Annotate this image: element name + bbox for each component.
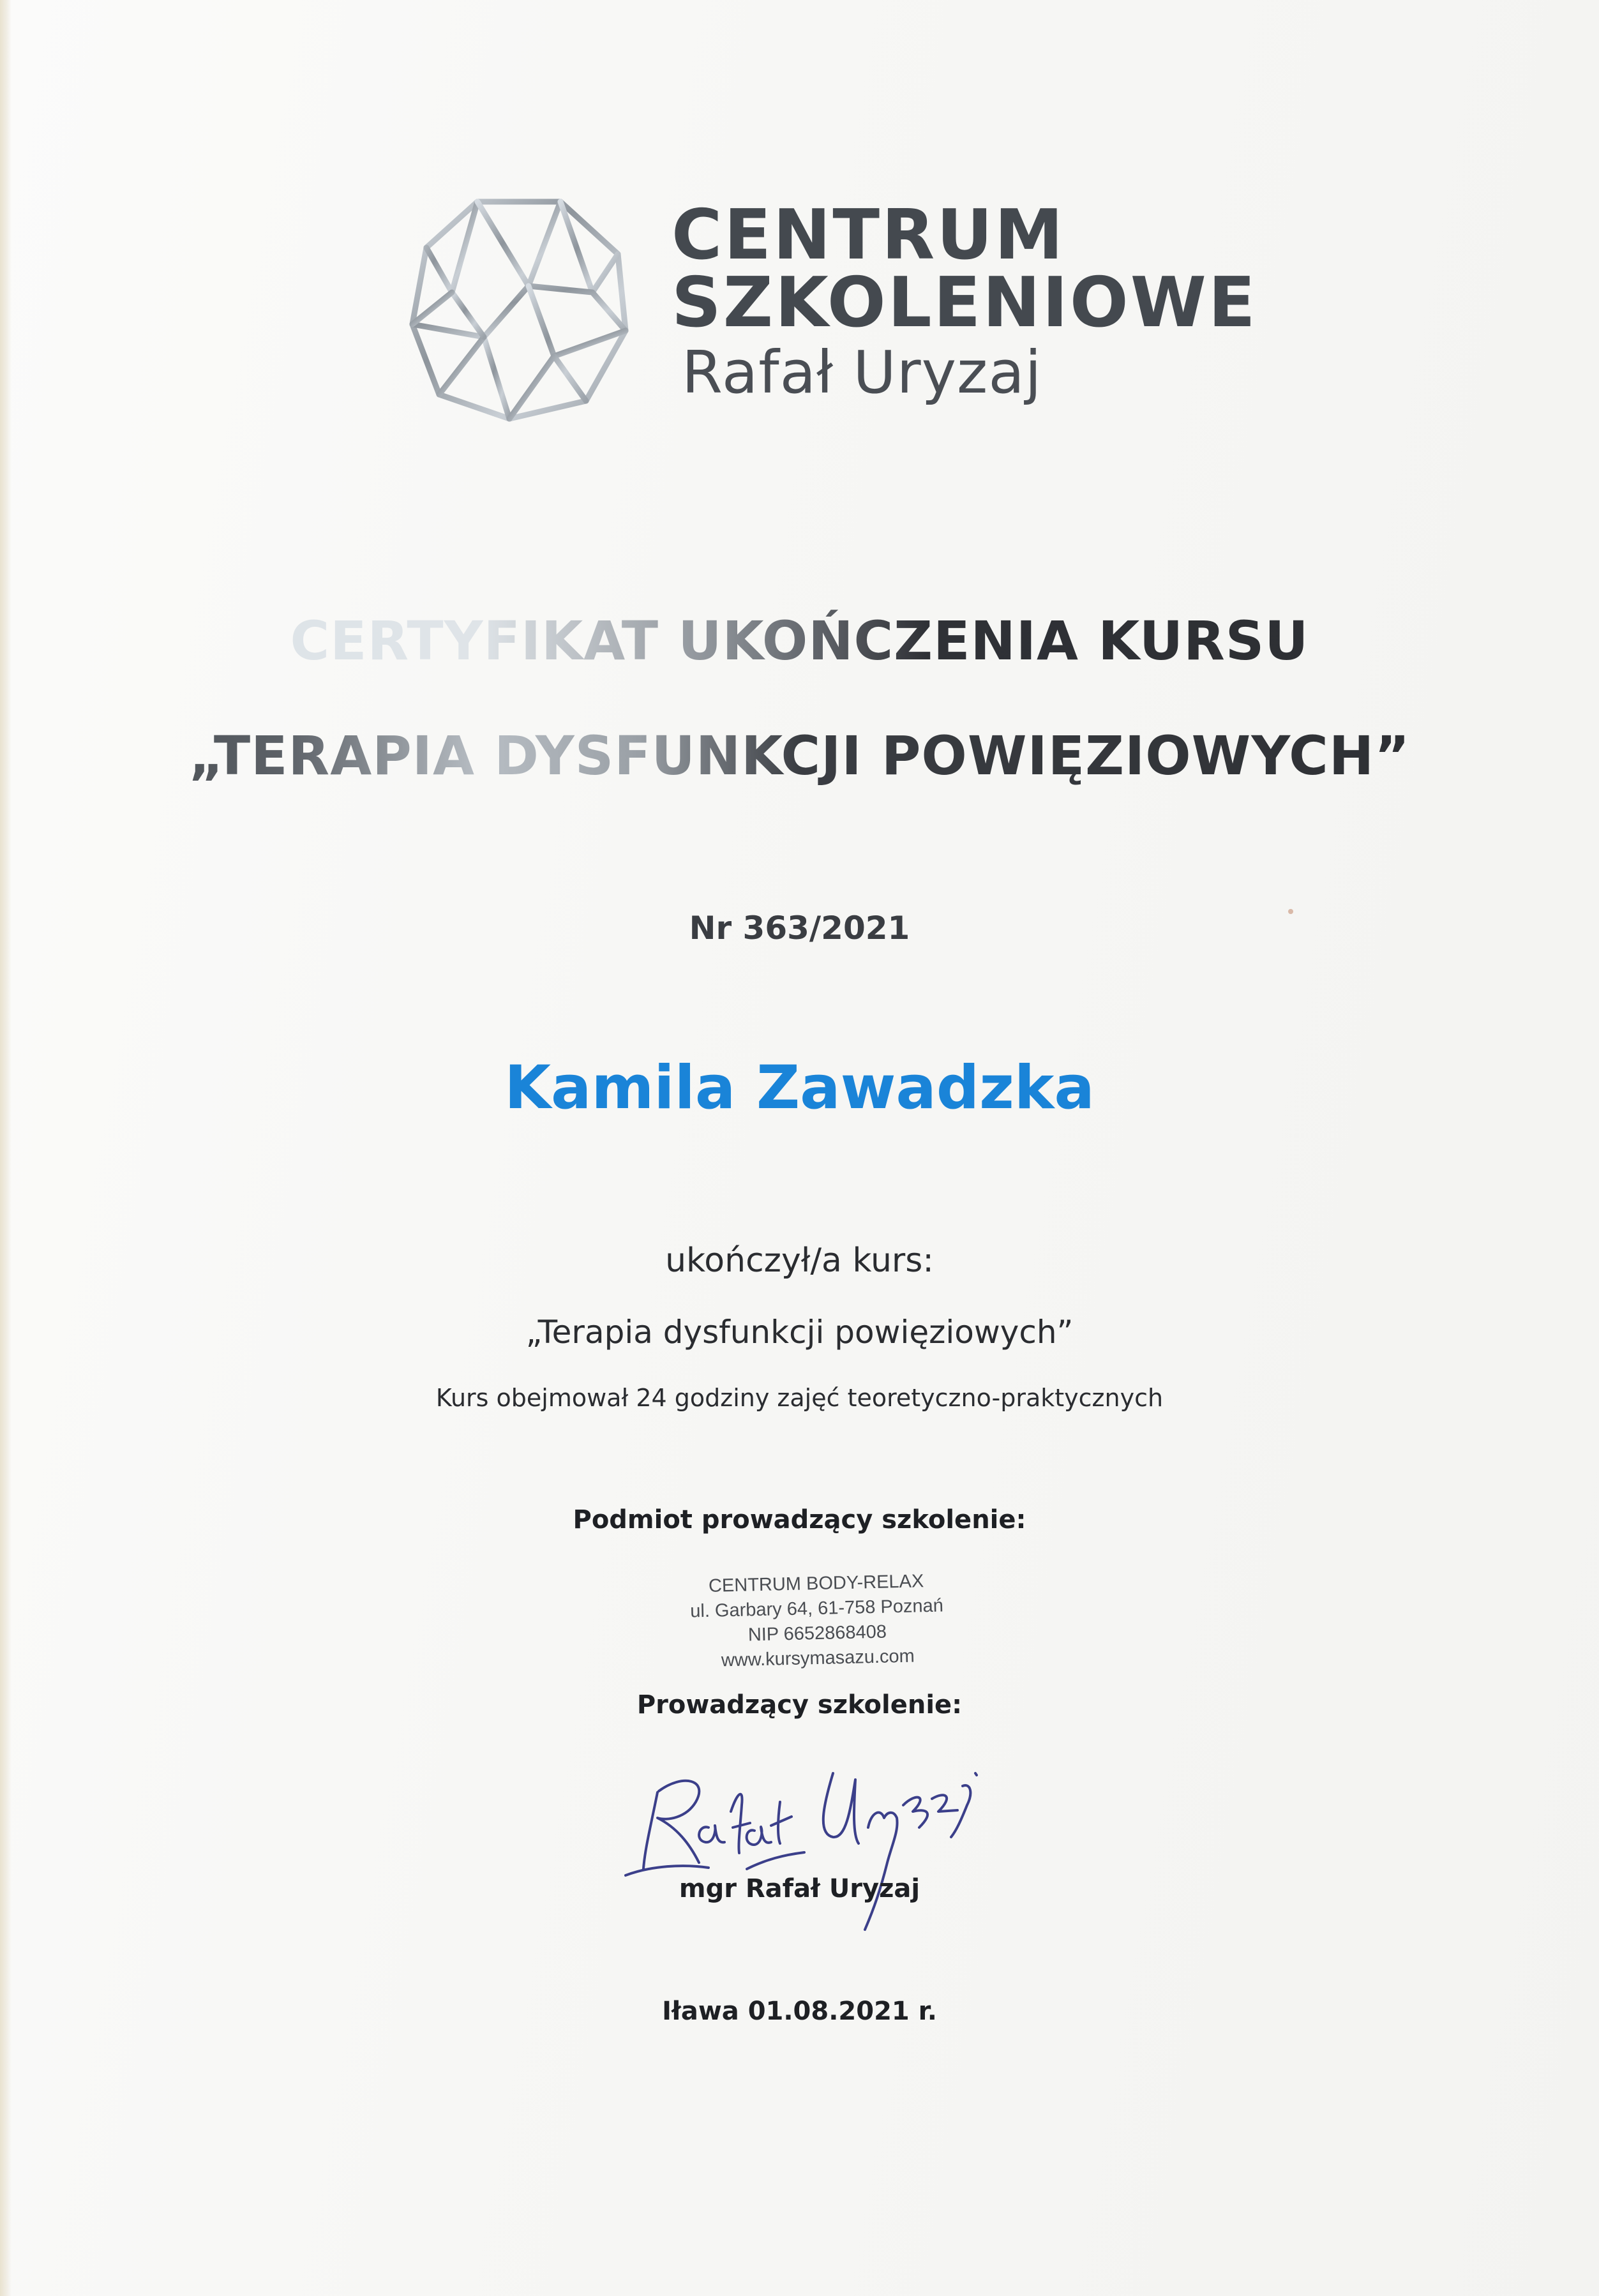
stamp-line: CENTRUM BODY-RELAX bbox=[708, 1571, 924, 1596]
trainer-name: mgr Rafał Uryzaj bbox=[679, 1874, 920, 1903]
completed-label: ukończył/a kurs: bbox=[665, 1242, 934, 1280]
place-and-date: Iława 01.08.2021 r. bbox=[662, 1997, 937, 2026]
organizer-label: Podmiot prowadzący szkolenie: bbox=[573, 1505, 1026, 1534]
brand-owner-name: Rafał Uryzaj bbox=[682, 338, 1042, 407]
trainer-label: Prowadzący szkolenie: bbox=[636, 1690, 963, 1720]
course-name: „Terapia dysfunkcji powięziowych” bbox=[525, 1314, 1074, 1351]
course-hours: Kurs obejmował 24 godziny zajęć teoretyczno-praktycznych bbox=[435, 1384, 1164, 1412]
stamp-line: ul. Garbary 64, 61-758 Poznań bbox=[689, 1595, 944, 1622]
geometric-octagon-logo-icon bbox=[401, 190, 637, 426]
recipient-name: Kamila Zawadzka bbox=[504, 1053, 1095, 1123]
organizer-stamp bbox=[650, 1568, 984, 1675]
certificate-number: Nr 363/2021 bbox=[689, 910, 910, 947]
stamp-line: NIP 6652868408 bbox=[747, 1621, 887, 1646]
paper-edge bbox=[0, 0, 11, 2296]
certificate-title: CERTYFIKAT UKOŃCZENIA KURSU bbox=[0, 610, 1599, 672]
brand-name-line-2: SZKOLENIOWE bbox=[672, 263, 1257, 343]
stamp-line: www.kursymasazu.com bbox=[721, 1646, 915, 1671]
certificate-course-title: „TERAPIA DYSFUNKCJI POWIĘZIOWYCH” bbox=[0, 724, 1599, 787]
handwritten-signature bbox=[613, 1716, 1009, 1946]
brand-name-line-1: CENTRUM bbox=[672, 195, 1065, 275]
